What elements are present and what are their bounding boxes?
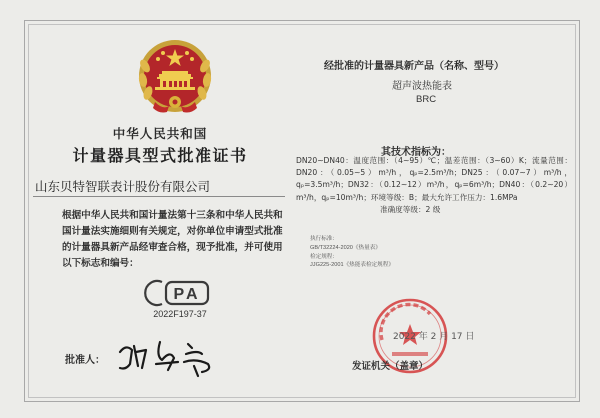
verification-regulation-label: 检定规程： [310, 253, 338, 260]
certificate-body-text: 根据中华人民共和国计量法第十三条和中华人民共和国计量法实施细则有关规定，对你单位申请型式批准的计量器具新产品经审查合格，现予批准，并可使用以下标志和编号： [62, 210, 283, 269]
approved-product-label: 经批准的计量器具新产品（名称、型号） [324, 61, 504, 72]
certificate-title: 计量器具型式批准证书 [72, 146, 248, 165]
technical-specs-text [296, 155, 572, 216]
execution-standard-label: 执行标准： [310, 236, 338, 242]
verification-regulation-value: JJG225-2001《热能表检定规程》 [310, 262, 394, 269]
technical-specs-label: 其技术指标为： [381, 147, 451, 158]
accuracy-class: 准确度等级：2 级 [380, 204, 441, 214]
national-emblem-icon [133, 36, 217, 118]
product-name: 超声波热能表 [392, 81, 452, 92]
issue-date: 2022 年 2 月 17 日 [393, 332, 475, 342]
cpa-mark-icon [142, 278, 214, 308]
right-panel [296, 26, 572, 396]
issuing-authority-label: 发证机关（盖章） [352, 361, 429, 372]
left-panel [30, 26, 290, 396]
approver-signature [112, 330, 242, 380]
execution-standard-value: GB/T32224-2020《热量表》 [310, 244, 381, 251]
technical-specs-body: DN20~DN40：温度范围：（4~95）℃；温差范围：（3~60）K；流量范围：DN20：（0.05~5）m³/h，qₚ=2.5m³/h；DN25：（0.07~7）m³/h，qₚ=3.5m³/h；DN32：（0.12~12）m³/h，qₚ=6m³/h；DN40：（0.2~20）m³/h，qₚ=10m³/h；环境等级：B；最大允许工作压力：1.6MPa [296, 156, 572, 202]
execution-standards [310, 235, 560, 270]
product-model: BRC [416, 94, 437, 105]
approver-label: 批准人： [65, 355, 105, 366]
svg-text:PA: PA [173, 286, 201, 303]
country-name: 中华人民共和国 [112, 126, 208, 141]
company-name: 山东贝特智联表计股份有限公司 [33, 178, 285, 197]
pa-approval-number: 2022F197-37 [153, 309, 207, 319]
